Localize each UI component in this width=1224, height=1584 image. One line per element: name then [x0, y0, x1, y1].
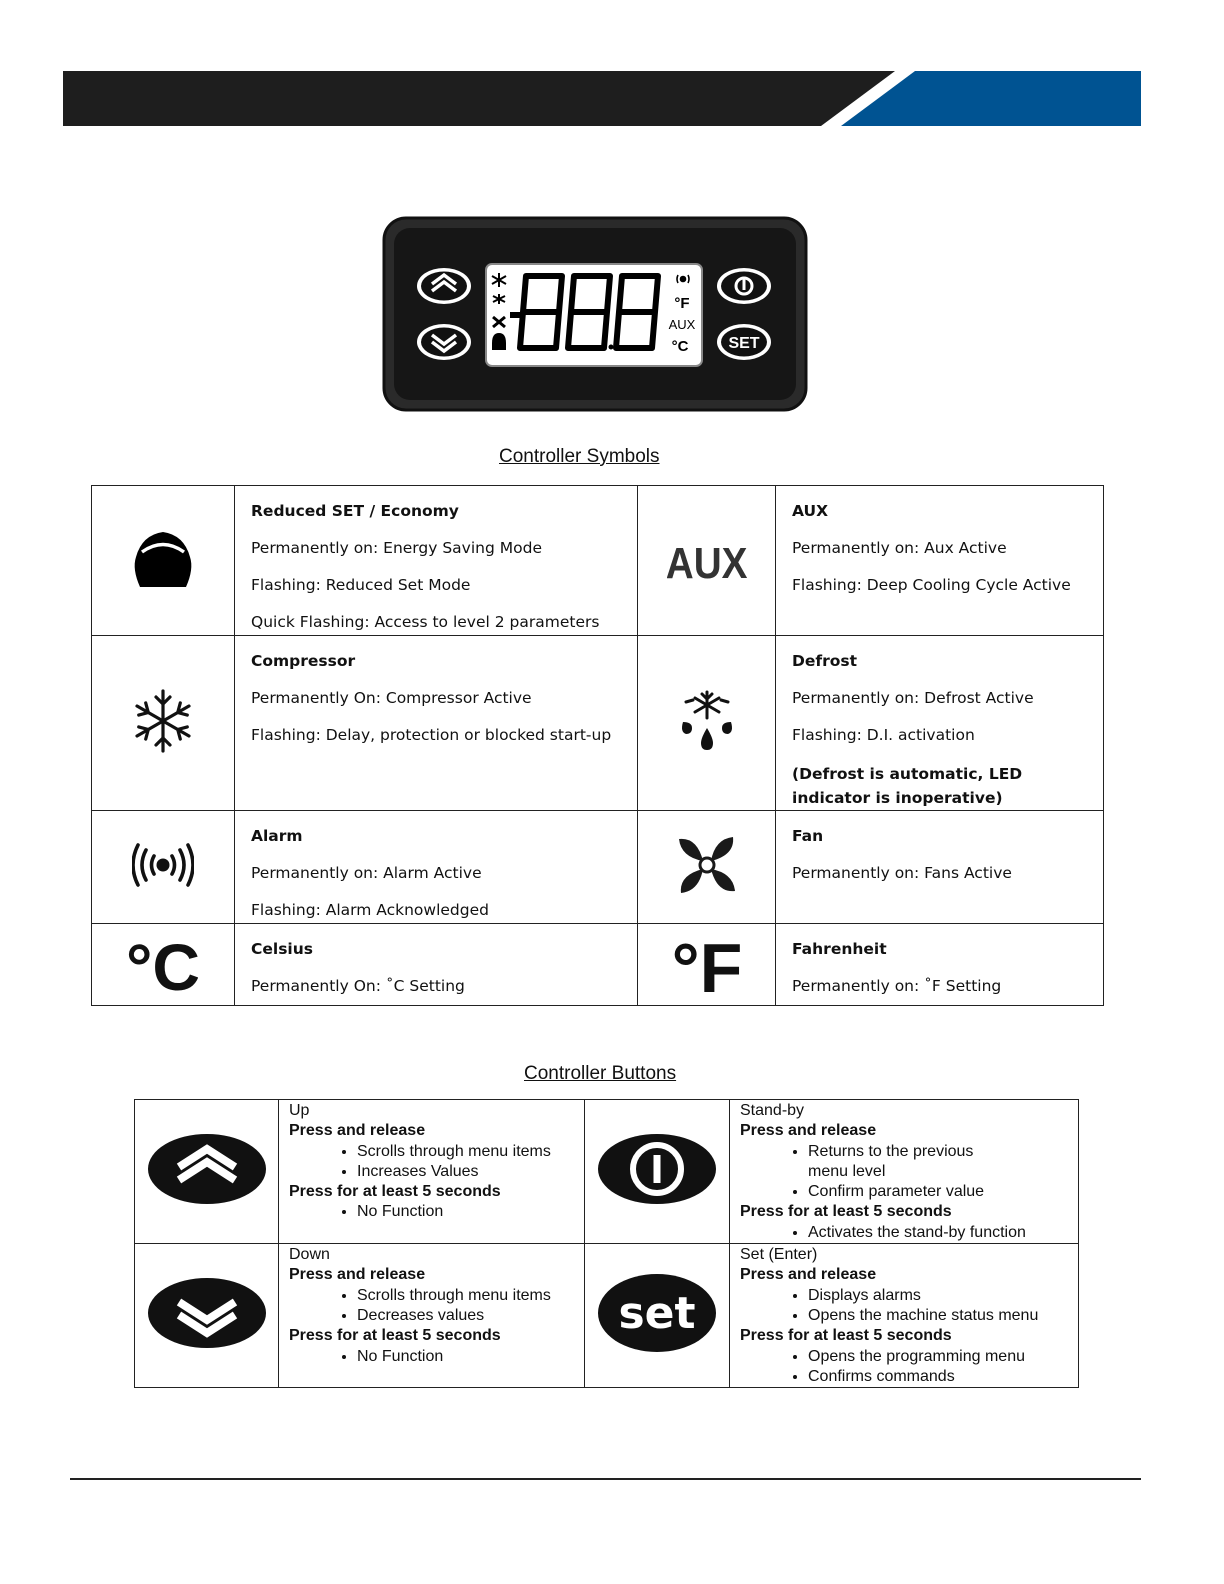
celsius-icon — [128, 930, 198, 996]
list-item: • Confirms commands — [808, 1367, 1074, 1387]
symbol-line: Flashing: Delay, protection or blocked start-up — [251, 726, 612, 744]
press-release-list — [289, 1142, 580, 1183]
symbol-line: Permanently on: Alarm Active — [251, 864, 482, 882]
symbol-line: Permanently On: ˚C Setting — [251, 977, 465, 995]
fahrenheit-icon-text: °F — [673, 928, 740, 997]
press-release-label: Press and release — [289, 1266, 426, 1284]
fan-icon — [675, 833, 739, 897]
symbol-line: Flashing: Alarm Acknowledged — [251, 901, 489, 919]
lcd-decimal-point — [609, 345, 614, 350]
lcd-aux-label: AUX — [668, 317, 696, 332]
press-release-list — [740, 1286, 1074, 1327]
symbol-line: Flashing: D.I. activation — [792, 726, 975, 744]
button-text-cell — [730, 1244, 1079, 1388]
header-bar-dark — [63, 71, 895, 126]
symbol-text-cell — [235, 486, 638, 636]
press-hold-label: Press for at least 5 seconds — [740, 1327, 952, 1345]
up-button-icon — [147, 1133, 267, 1205]
aux-icon — [667, 534, 747, 584]
controller-set-label: SET — [728, 335, 760, 352]
symbol-line: Permanently on: ˚F Setting — [792, 977, 1002, 995]
list-item: • Opens the machine status menu — [808, 1306, 1074, 1326]
button-text-cell — [279, 1100, 585, 1244]
symbols-section-title: Controller Symbols — [499, 446, 660, 467]
set-icon-text: set — [618, 1288, 696, 1340]
press-hold-list — [289, 1347, 580, 1367]
list-item: • Activates the stand-by function — [808, 1223, 1074, 1243]
press-hold-list — [740, 1347, 1074, 1388]
lcd-celsius-label: °C — [671, 338, 689, 355]
aux-icon-text: AUX — [666, 537, 747, 584]
press-release-label: Press and release — [740, 1122, 877, 1140]
button-title: Stand-by — [740, 1102, 805, 1119]
list-item: • Opens the programming menu — [808, 1347, 1074, 1367]
set-button-icon — [597, 1273, 717, 1353]
symbol-title: Reduced SET / Economy — [251, 502, 459, 520]
press-hold-list — [289, 1202, 580, 1222]
press-release-label: Press and release — [289, 1122, 426, 1140]
buttons-row — [135, 1244, 1079, 1388]
symbol-icon-cell — [92, 486, 235, 636]
alarm-icon — [132, 842, 194, 888]
symbol-title: Celsius — [251, 940, 313, 958]
symbol-text-cell — [235, 636, 638, 811]
symbol-icon-cell — [638, 636, 776, 811]
symbol-text-cell — [235, 924, 638, 1006]
list-item: • Scrolls through menu items — [357, 1286, 580, 1306]
symbol-icon-cell — [92, 636, 235, 811]
symbol-line: Permanently on: Fans Active — [792, 864, 1012, 882]
press-hold-list — [740, 1223, 1074, 1243]
symbol-line: Permanently on: Energy Saving Mode — [251, 539, 542, 557]
press-hold-label: Press for at least 5 seconds — [289, 1327, 501, 1345]
symbol-text-cell — [776, 486, 1104, 636]
button-icon-cell — [135, 1244, 279, 1388]
button-icon-cell — [135, 1100, 279, 1244]
symbols-row — [92, 811, 1104, 924]
snowflake-icon — [127, 688, 199, 754]
controller-down-button — [417, 324, 471, 360]
fahrenheit-icon — [674, 929, 740, 997]
list-item: • Decreases values — [357, 1306, 580, 1326]
symbols-row — [92, 636, 1104, 811]
defrost-icon — [676, 690, 738, 752]
button-icon-cell — [585, 1100, 730, 1244]
celsius-icon-text: °C — [128, 929, 198, 996]
symbol-icon-cell — [92, 811, 235, 924]
symbol-title: Defrost — [792, 652, 858, 670]
symbol-text-cell — [776, 636, 1104, 811]
symbols-table — [91, 485, 1104, 1006]
list-item: • Returns to the previous menu level — [808, 1142, 1074, 1183]
symbol-text-cell — [776, 811, 1104, 924]
press-release-label: Press and release — [740, 1266, 877, 1284]
symbol-icon-cell — [92, 924, 235, 1006]
symbols-row — [92, 924, 1104, 1006]
button-text-cell — [279, 1244, 585, 1388]
symbol-line: Permanently on: Aux Active — [792, 539, 1007, 557]
button-icon-cell — [585, 1244, 730, 1388]
symbol-title: Fan — [792, 827, 824, 845]
economy-icon — [130, 529, 196, 589]
list-item: • No Function — [357, 1347, 580, 1367]
symbol-text-cell — [235, 811, 638, 924]
symbol-line: Flashing: Reduced Set Mode — [251, 576, 471, 594]
symbol-title: Alarm — [251, 827, 303, 845]
press-release-list — [740, 1142, 1074, 1203]
symbol-line: Flashing: Deep Cooling Cycle Active — [792, 576, 1071, 594]
controller-up-button — [417, 268, 471, 304]
press-hold-label: Press for at least 5 seconds — [740, 1203, 952, 1221]
header-bar-blue — [841, 71, 1141, 126]
symbol-icon-cell — [638, 924, 776, 1006]
symbol-line: Quick Flashing: Access to level 2 parameters — [251, 613, 600, 631]
button-text-cell — [730, 1100, 1079, 1244]
symbol-text-cell — [776, 924, 1104, 1006]
button-title: Down — [289, 1246, 330, 1264]
list-item: • No Function — [357, 1202, 580, 1222]
symbol-icon-cell — [638, 811, 776, 924]
buttons-table — [134, 1099, 1079, 1388]
buttons-section-title: Controller Buttons — [524, 1063, 677, 1084]
controller-illustration — [382, 216, 808, 412]
symbol-line: Permanently on: Defrost Active — [792, 689, 1034, 707]
list-item: • Displays alarms — [808, 1286, 1074, 1306]
lcd-fahrenheit-label: °F — [674, 295, 690, 312]
list-item: • Confirm parameter value — [808, 1182, 1074, 1202]
lcd-economy-icon — [492, 333, 506, 350]
press-release-list — [289, 1286, 580, 1327]
symbol-line: Permanently On: Compressor Active — [251, 689, 532, 707]
button-title: Up — [289, 1102, 310, 1119]
symbol-title: AUX — [792, 502, 829, 520]
symbol-icon-cell — [638, 486, 776, 636]
standby-button-icon — [597, 1133, 717, 1205]
controller-set-button — [717, 324, 771, 360]
button-title: Set (Enter) — [740, 1246, 818, 1264]
symbol-note: (Defrost is automatic, LED indicator is inoperative) — [792, 765, 1023, 807]
symbol-title: Fahrenheit — [792, 940, 887, 958]
footer-rule — [70, 1478, 1141, 1480]
down-button-icon — [147, 1277, 267, 1349]
header-bar — [63, 71, 1141, 126]
list-item: • Scrolls through menu items — [357, 1142, 580, 1162]
symbol-title: Compressor — [251, 652, 356, 670]
press-hold-label: Press for at least 5 seconds — [289, 1183, 501, 1201]
list-item: • Increases Values — [357, 1162, 580, 1182]
buttons-row — [135, 1100, 1079, 1244]
symbols-row — [92, 486, 1104, 636]
controller-standby-button — [717, 268, 771, 304]
